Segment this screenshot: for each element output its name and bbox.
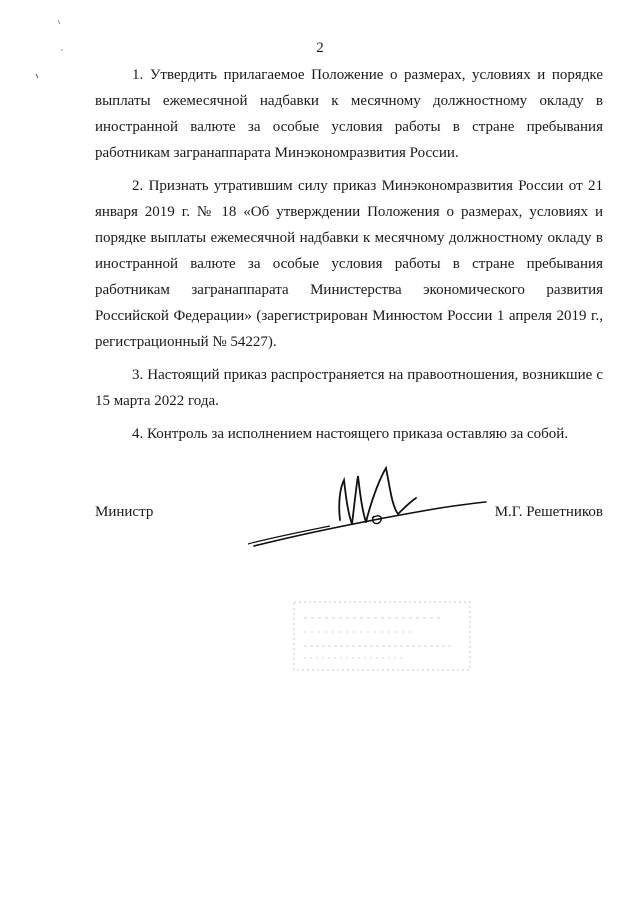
document-body bbox=[95, 62, 603, 454]
signatory-name: М.Г. Решетников bbox=[494, 504, 603, 520]
paragraph-4: 4. Контроль за исполнением настоящего приказа оставляю за собой. bbox=[132, 426, 569, 442]
faint-stamp bbox=[292, 600, 472, 672]
paragraph-2: 2. Признать утратившим силу приказ Минэкономразвития России от 21 января 2019 г. № 18 «Об утверждении Положения о размерах, условиях и порядке выплаты ежемесячной надбавки к месячному должностному окладу в иностранной валюте за особые условия работы в стране пребывания работникам загранаппарата Министерства экономического развития Российской Федерации» (зарегистрирован Минюстом России 1 апреля 2019 г., регистрационный № 54227). bbox=[95, 178, 603, 350]
paragraph-1: 1. Утвердить прилагаемое Положение о размерах, условиях и порядке выплаты ежемесячной надбавки к месячному должностному окладу в иностранной валюте за особые условия работы в стране пребывания работникам загранаппарата Минэкономразвития России. bbox=[95, 67, 603, 161]
page-number: 2 bbox=[316, 40, 324, 56]
signatory-title: Министр bbox=[95, 504, 154, 520]
handwritten-signature bbox=[240, 458, 490, 553]
paragraph-3: 3. Настоящий приказ распространяется на правоотношения, возникшие с 15 марта 2022 года. bbox=[95, 367, 603, 409]
